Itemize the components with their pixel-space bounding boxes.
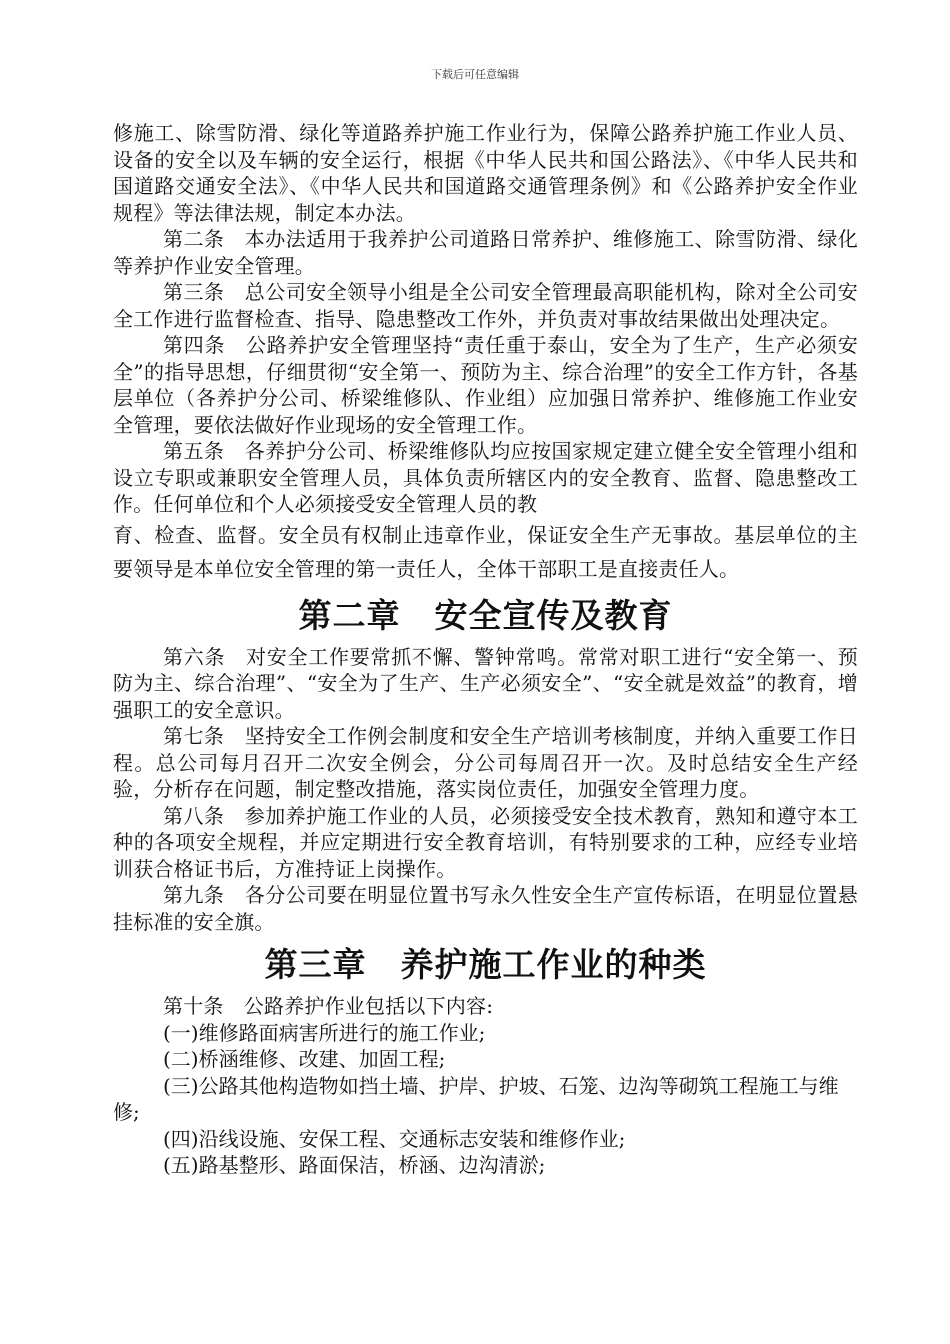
paragraph-continuation: 修施工、除雪防滑、绿化等道路养护施工作业行为，保障公路养护施工作业人员、设备的安全以及车辆的安全运行，根据《中华人民共和国公路法》、《中华人民共和国道路交通安全法》、《中华人民共和国道路交通管理条例》和《公路养护安全作业规程》等法律法规，制定本办法。 <box>113 121 858 225</box>
article-5: 第五条 各养护分公司、桥梁维修队均应按国家规定建立健全安全管理小组和设立专职或兼职安全管理人员，具体负责所辖区内的安全教育、监督、隐患整改工作。任何单位和个人必须接受安全管理人员的教 <box>113 439 858 516</box>
document-body <box>113 120 858 1179</box>
article-5-continued: 育、检查、监督。安全员有权制止违章作业，保证安全生产无事故。基层单位的主要领导是本单位安全管理的第一责任人，全体干部职工是直接责任人。 <box>113 522 858 581</box>
list-item: (二)桥涵维修、改建、加固工程; <box>163 1047 446 1071</box>
list-item: (四)沿线设施、安保工程、交通标志安装和维修作业; <box>163 1126 626 1151</box>
list-item: (五)路基整形、路面保洁，桥涵、边沟清淤; <box>163 1153 546 1177</box>
list-item: (三)公路其他构造物如挡土墙、护岸、护坡、石笼、边沟等砌筑工程施工与维修; <box>113 1073 839 1124</box>
list-item: (一)维修路面病害所进行的施工作业; <box>163 1020 486 1045</box>
article-10: 第十条 公路养护作业包括以下内容: <box>163 994 494 1018</box>
article-2: 第二条 本办法适用于我养护公司道路日常养护、维修施工、除雪防滑、绿化等养护作业安全管理。 <box>113 227 858 278</box>
header-note: 下载后可任意编辑 <box>431 68 519 81</box>
article-8: 第八条 参加养护施工作业的人员，必须接受安全技术教育，熟知和遵守本工种的各项安全规程，并应定期进行安全教育培训，有特别要求的工种，应经专业培训获合格证书后，方准持证上岗操作。 <box>113 803 858 881</box>
article-6: 第六条 对安全工作要常抓不懈、警钟常鸣。常常对职工进行“安全第一、预防为主、综合治理”、“安全为了生产、生产必须安全”、“安全就是效益”的教育，增强职工的安全意识。 <box>113 644 858 722</box>
chapter-3-title: 第三章 养护施工作业的种类 <box>264 945 707 984</box>
article-4: 第四条 公路养护安全管理坚持“责任重于泰山，安全为了生产，生产必须安全”的指导思想，仔细贯彻“安全第一、预防为主、综合治理”的安全工作方针，各基层单位（各养护分公司、桥梁维修队、作业组）应加强日常养护、维修施工作业安全管理，要依法做好作业现场的安全管理工作。 <box>113 333 858 437</box>
chapter-2-title: 第二章 安全宣传及教育 <box>298 595 673 635</box>
article-9: 第九条 各分公司要在明显位置书写永久性安全生产宣传标语，在明显位置悬挂标准的安全旗。 <box>113 883 858 934</box>
article-7: 第七条 坚持安全工作例会制度和安全生产培训考核制度，并纳入重要工作日程。总公司每月召开二次安全例会，分公司每周召开一次。及时总结安全生产经验，分析存在问题，制定整改措施，落实岗位责任，加强安全管理力度。 <box>113 724 858 801</box>
article-3: 第三条 总公司安全领导小组是全公司安全管理最高职能机构，除对全公司安全工作进行监督检查、指导、隐患整改工作外，并负责对事故结果做出处理决定。 <box>113 280 858 331</box>
